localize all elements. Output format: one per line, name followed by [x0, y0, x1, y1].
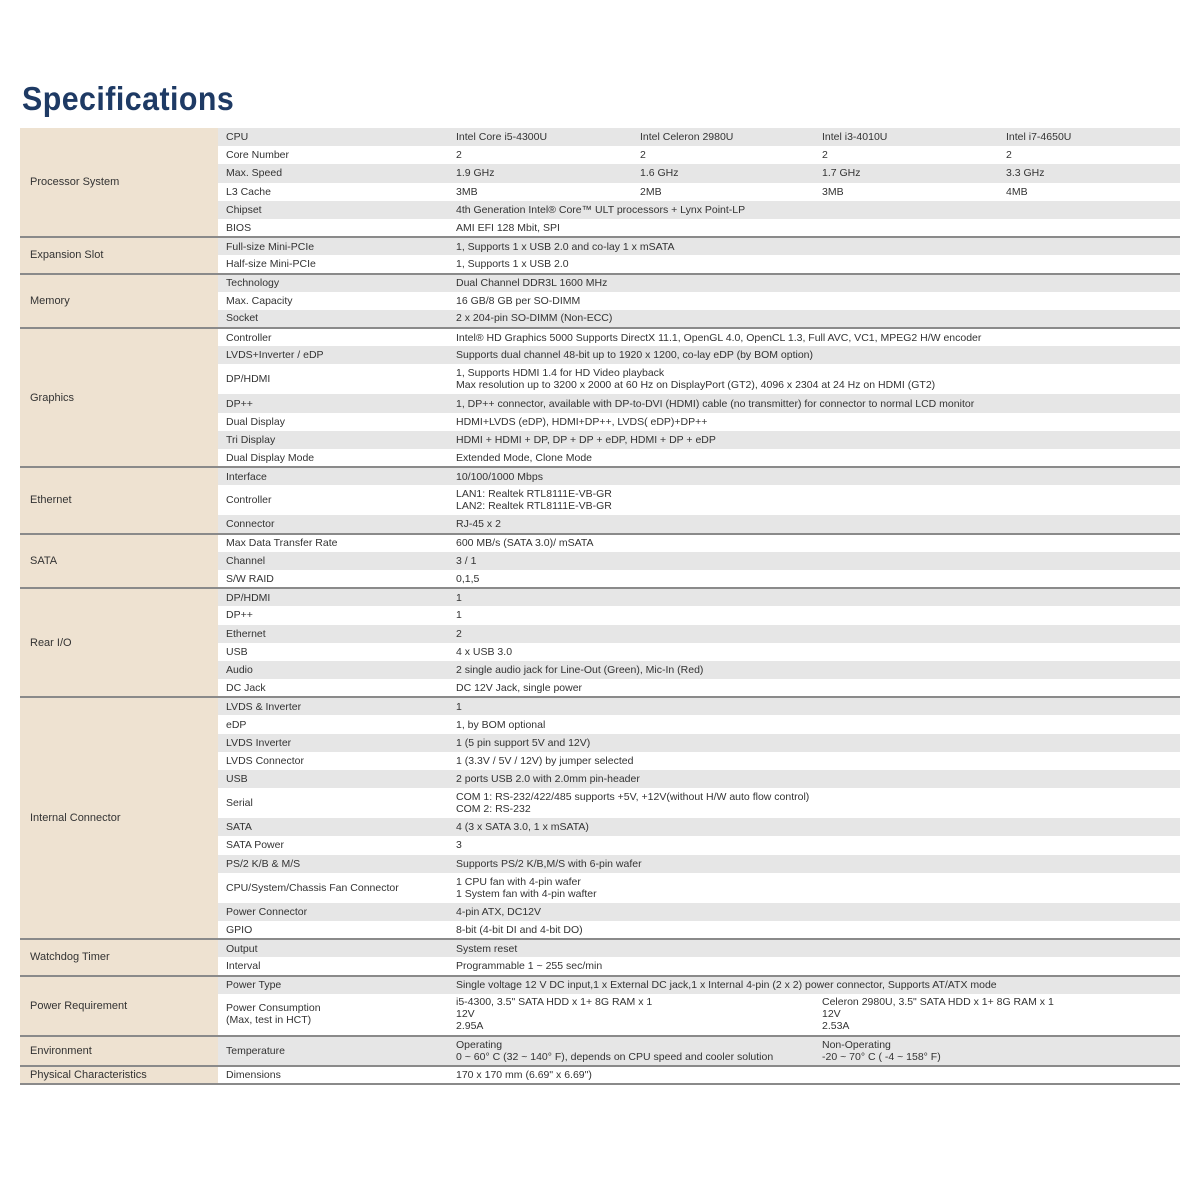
spec-label: Tri Display: [218, 431, 448, 449]
spec-value: 2 single audio jack for Line-Out (Green), Mic-In (Red): [448, 661, 1180, 679]
spec-value: 600 MB/s (SATA 3.0)/ mSATA: [456, 537, 594, 550]
spec-value: 3.3 GHz: [998, 164, 1180, 182]
spec-label: DC Jack: [218, 679, 448, 697]
spec-value: LAN1: Realtek RTL8111E-VB-GR LAN2: Realtek RTL8111E-VB-GR: [456, 488, 612, 513]
spec-label: Half-size Mini-PCIe: [218, 255, 448, 273]
spec-value: AMI EFI 128 Mbit, SPI: [448, 219, 1180, 237]
spec-label: Interface: [218, 467, 448, 485]
spec-group-expansion-slot: [20, 237, 1180, 273]
spec-label: LVDS Inverter: [218, 734, 448, 752]
spec-value: Intel® HD Graphics 5000 Supports DirectX 11.1, OpenGL 4.0, OpenCL 1.3, Full AVC, VC1, MPEG2 H/W encoder: [456, 331, 982, 344]
spec-group-sata: [20, 534, 1180, 589]
spec-value: 1.7 GHz: [814, 164, 998, 182]
spec-value: 1 (3.3V / 5V / 12V) by jumper selected: [456, 754, 634, 767]
spec-label: Output: [218, 939, 448, 957]
category-label: Physical Characteristics: [20, 1066, 218, 1084]
spec-value: HDMI + HDMI + DP, DP + DP + eDP, HDMI + DP + eDP: [448, 431, 1180, 449]
category-label: Ethernet: [20, 467, 218, 533]
spec-label: Power Consumption (Max, test in HCT): [218, 994, 448, 1036]
spec-label: L3 Cache: [226, 185, 271, 198]
spec-value: Intel Core i5-4300U: [448, 128, 632, 146]
spec-value: 2MB: [640, 185, 662, 198]
spec-label: GPIO: [218, 921, 448, 939]
spec-group-power-requirement: [20, 976, 1180, 1036]
spec-value: 1 (5 pin support 5V and 12V): [448, 734, 1180, 752]
spec-value: 4MB: [1006, 185, 1028, 198]
spec-row: [20, 1066, 1180, 1084]
spec-label: CPU/System/Chassis Fan Connector: [226, 881, 399, 894]
spec-value: Intel Celeron 2980U: [632, 128, 814, 146]
spec-label: DP++: [218, 394, 448, 412]
spec-group-graphics: [20, 328, 1180, 467]
spec-label: Max. Speed: [218, 164, 448, 182]
spec-group-environment: [20, 1036, 1180, 1066]
spec-group-internal-connector: [20, 697, 1180, 939]
spec-label: Ethernet: [218, 625, 448, 643]
spec-value: 4th Generation Intel® Core™ ULT processors + Lynx Point-LP: [448, 201, 1180, 219]
spec-label: eDP: [226, 718, 247, 731]
spec-row: [20, 328, 1180, 346]
spec-value: 1, Supports 1 x USB 2.0 and co-lay 1 x mSATA: [448, 237, 1180, 255]
spec-value: Celeron 2980U, 3.5" SATA HDD x 1+ 8G RAM x 1 12V 2.53A: [814, 994, 1180, 1036]
spec-group-memory: [20, 274, 1180, 329]
spec-label: Controller: [226, 494, 272, 507]
spec-value: 2 x 204-pin SO-DIMM (Non-ECC): [448, 310, 1180, 328]
spec-value: 170 x 170 mm (6.69" x 6.69"): [448, 1066, 1180, 1084]
spec-value: 2 ports USB 2.0 with 2.0mm pin-header: [448, 770, 1180, 788]
spec-label: USB: [218, 770, 448, 788]
spec-value: Non-Operating -20 ~ 70° C ( -4 ~ 158° F): [814, 1036, 1180, 1066]
spec-label: Dimensions: [218, 1066, 448, 1084]
spec-row: [20, 467, 1180, 485]
spec-label: Power Type: [218, 976, 448, 994]
spec-value: System reset: [448, 939, 1180, 957]
spec-group-rear-i-o: [20, 588, 1180, 697]
spec-label: Chipset: [218, 201, 448, 219]
spec-value: 3MB: [456, 185, 478, 198]
spec-value: 3: [456, 839, 462, 852]
spec-value: Extended Mode, Clone Mode: [448, 449, 1180, 467]
spec-value: 16 GB/8 GB per SO-DIMM: [456, 294, 581, 307]
spec-label: S/W RAID: [218, 570, 448, 588]
spec-row: [20, 1036, 1180, 1066]
spec-value: 2: [822, 149, 828, 162]
spec-group-physical-characteristics: [20, 1066, 1180, 1084]
spec-label: Dual Display: [226, 415, 285, 428]
category-label: Rear I/O: [20, 588, 218, 697]
spec-label: Socket: [218, 310, 448, 328]
spec-row: [20, 939, 1180, 957]
spec-label: DP/HDMI: [226, 373, 271, 386]
spec-value: Operating 0 ~ 60° C (32 ~ 140° F), depends on CPU speed and cooler solution: [448, 1036, 814, 1066]
spec-row: [20, 237, 1180, 255]
spec-value: Intel i7-4650U: [998, 128, 1180, 146]
spec-value: 1: [456, 609, 462, 622]
category-label: Environment: [20, 1036, 218, 1066]
category-label: Graphics: [20, 328, 218, 467]
spec-group-ethernet: [20, 467, 1180, 533]
spec-label: Channel: [218, 552, 448, 570]
spec-value: 1 CPU fan with 4-pin wafer 1 System fan with 4-pin wafter: [456, 875, 597, 900]
spec-label: SATA Power: [226, 839, 284, 852]
spec-label: CPU: [218, 128, 448, 146]
spec-value: 4 (3 x SATA 3.0, 1 x mSATA): [448, 818, 1180, 836]
spec-label: USB: [226, 645, 248, 658]
spec-value: RJ-45 x 2: [448, 515, 1180, 533]
spec-label: Connector: [218, 515, 448, 533]
spec-value: 3 / 1: [448, 552, 1180, 570]
spec-value: 4-pin ATX, DC12V: [448, 903, 1180, 921]
spec-value: 0,1,5: [448, 570, 1180, 588]
spec-label: Max Data Transfer Rate: [226, 537, 338, 550]
spec-row: [20, 534, 1180, 552]
spec-value: DC 12V Jack, single power: [448, 679, 1180, 697]
spec-value: Supports PS/2 K/B,M/S with 6-pin wafer: [448, 855, 1180, 873]
spec-value: 1: [448, 697, 1180, 715]
spec-value: 1.6 GHz: [632, 164, 814, 182]
spec-value: 1, by BOM optional: [456, 718, 546, 731]
category-label: SATA: [20, 534, 218, 589]
spec-label: Dual Display Mode: [218, 449, 448, 467]
spec-label: Temperature: [218, 1036, 448, 1066]
spec-label: Max. Capacity: [226, 294, 293, 307]
spec-label: LVDS Connector: [226, 754, 305, 767]
spec-value: HDMI+LVDS (eDP), HDMI+DP++, LVDS( eDP)+DP++: [456, 415, 708, 428]
spec-group-watchdog-timer: [20, 939, 1180, 975]
spec-label: Serial: [226, 797, 253, 810]
spec-label: PS/2 K/B & M/S: [218, 855, 448, 873]
spec-value: 2: [448, 625, 1180, 643]
spec-label: DP/HDMI: [218, 588, 448, 606]
spec-label: Power Connector: [218, 903, 448, 921]
spec-value: 1.9 GHz: [448, 164, 632, 182]
category-label: Power Requirement: [20, 976, 218, 1036]
spec-value: 1, Supports 1 x USB 2.0: [448, 255, 1180, 273]
spec-value: Programmable 1 ~ 255 sec/min: [448, 957, 1180, 975]
spec-label: SATA: [218, 818, 448, 836]
spec-label: Interval: [218, 957, 448, 975]
category-label: Watchdog Timer: [20, 939, 218, 975]
spec-value: Supports dual channel 48-bit up to 1920 x 1200, co-lay eDP (by BOM option): [448, 346, 1180, 364]
spec-label: Audio: [218, 661, 448, 679]
spec-value: 2: [1006, 149, 1012, 162]
spec-row: [20, 128, 1180, 146]
spec-value: 10/100/1000 Mbps: [448, 467, 1180, 485]
spec-row: [20, 697, 1180, 715]
spec-label: LVDS & Inverter: [218, 697, 448, 715]
spec-value: Dual Channel DDR3L 1600 MHz: [448, 274, 1180, 292]
category-label: Memory: [20, 274, 218, 329]
spec-value: Intel i3-4010U: [814, 128, 998, 146]
spec-value: Single voltage 12 V DC input,1 x External DC jack,1 x Internal 4-pin (2 x 2) power connector, Supports AT/ATX mode: [448, 976, 1180, 994]
spec-label: LVDS+Inverter / eDP: [218, 346, 448, 364]
spec-row: [20, 274, 1180, 292]
spec-value: 4 x USB 3.0: [456, 645, 513, 658]
spec-group-processor-system: [20, 128, 1180, 237]
category-label: Processor System: [20, 128, 218, 237]
spec-label: Full-size Mini-PCIe: [218, 237, 448, 255]
spec-value: COM 1: RS-232/422/485 supports +5V, +12V(without H/W auto flow control) COM 2: RS-232: [456, 791, 810, 816]
spec-value: 3MB: [822, 185, 844, 198]
spec-value: 1, Supports HDMI 1.4 for HD Video playback Max resolution up to 3200 x 2000 at 60 Hz on DisplayPort (GT2), 4096 x 2304 at 24 Hz on HDMI (GT2): [456, 367, 936, 392]
spec-value: 1: [448, 588, 1180, 606]
spec-label: Technology: [218, 274, 448, 292]
specifications-table: [20, 128, 1180, 1085]
spec-value: 8-bit (4-bit DI and 4-bit DO): [448, 921, 1180, 939]
spec-value: 2: [456, 149, 462, 162]
spec-label: Core Number: [226, 149, 290, 162]
category-label: Expansion Slot: [20, 237, 218, 273]
spec-value: i5-4300, 3.5" SATA HDD x 1+ 8G RAM x 1 12V 2.95A: [448, 994, 814, 1036]
spec-row: [20, 976, 1180, 994]
spec-value: 2: [640, 149, 646, 162]
spec-label: DP++: [226, 609, 253, 622]
spec-label: Controller: [226, 331, 272, 344]
spec-row: [20, 588, 1180, 606]
page-title: Specifications: [22, 80, 235, 117]
spec-label: BIOS: [218, 219, 448, 237]
spec-value: 1, DP++ connector, available with DP-to-DVI (HDMI) cable (no transmitter) for connector to normal LCD monitor: [448, 394, 1180, 412]
category-label: Internal Connector: [20, 697, 218, 939]
